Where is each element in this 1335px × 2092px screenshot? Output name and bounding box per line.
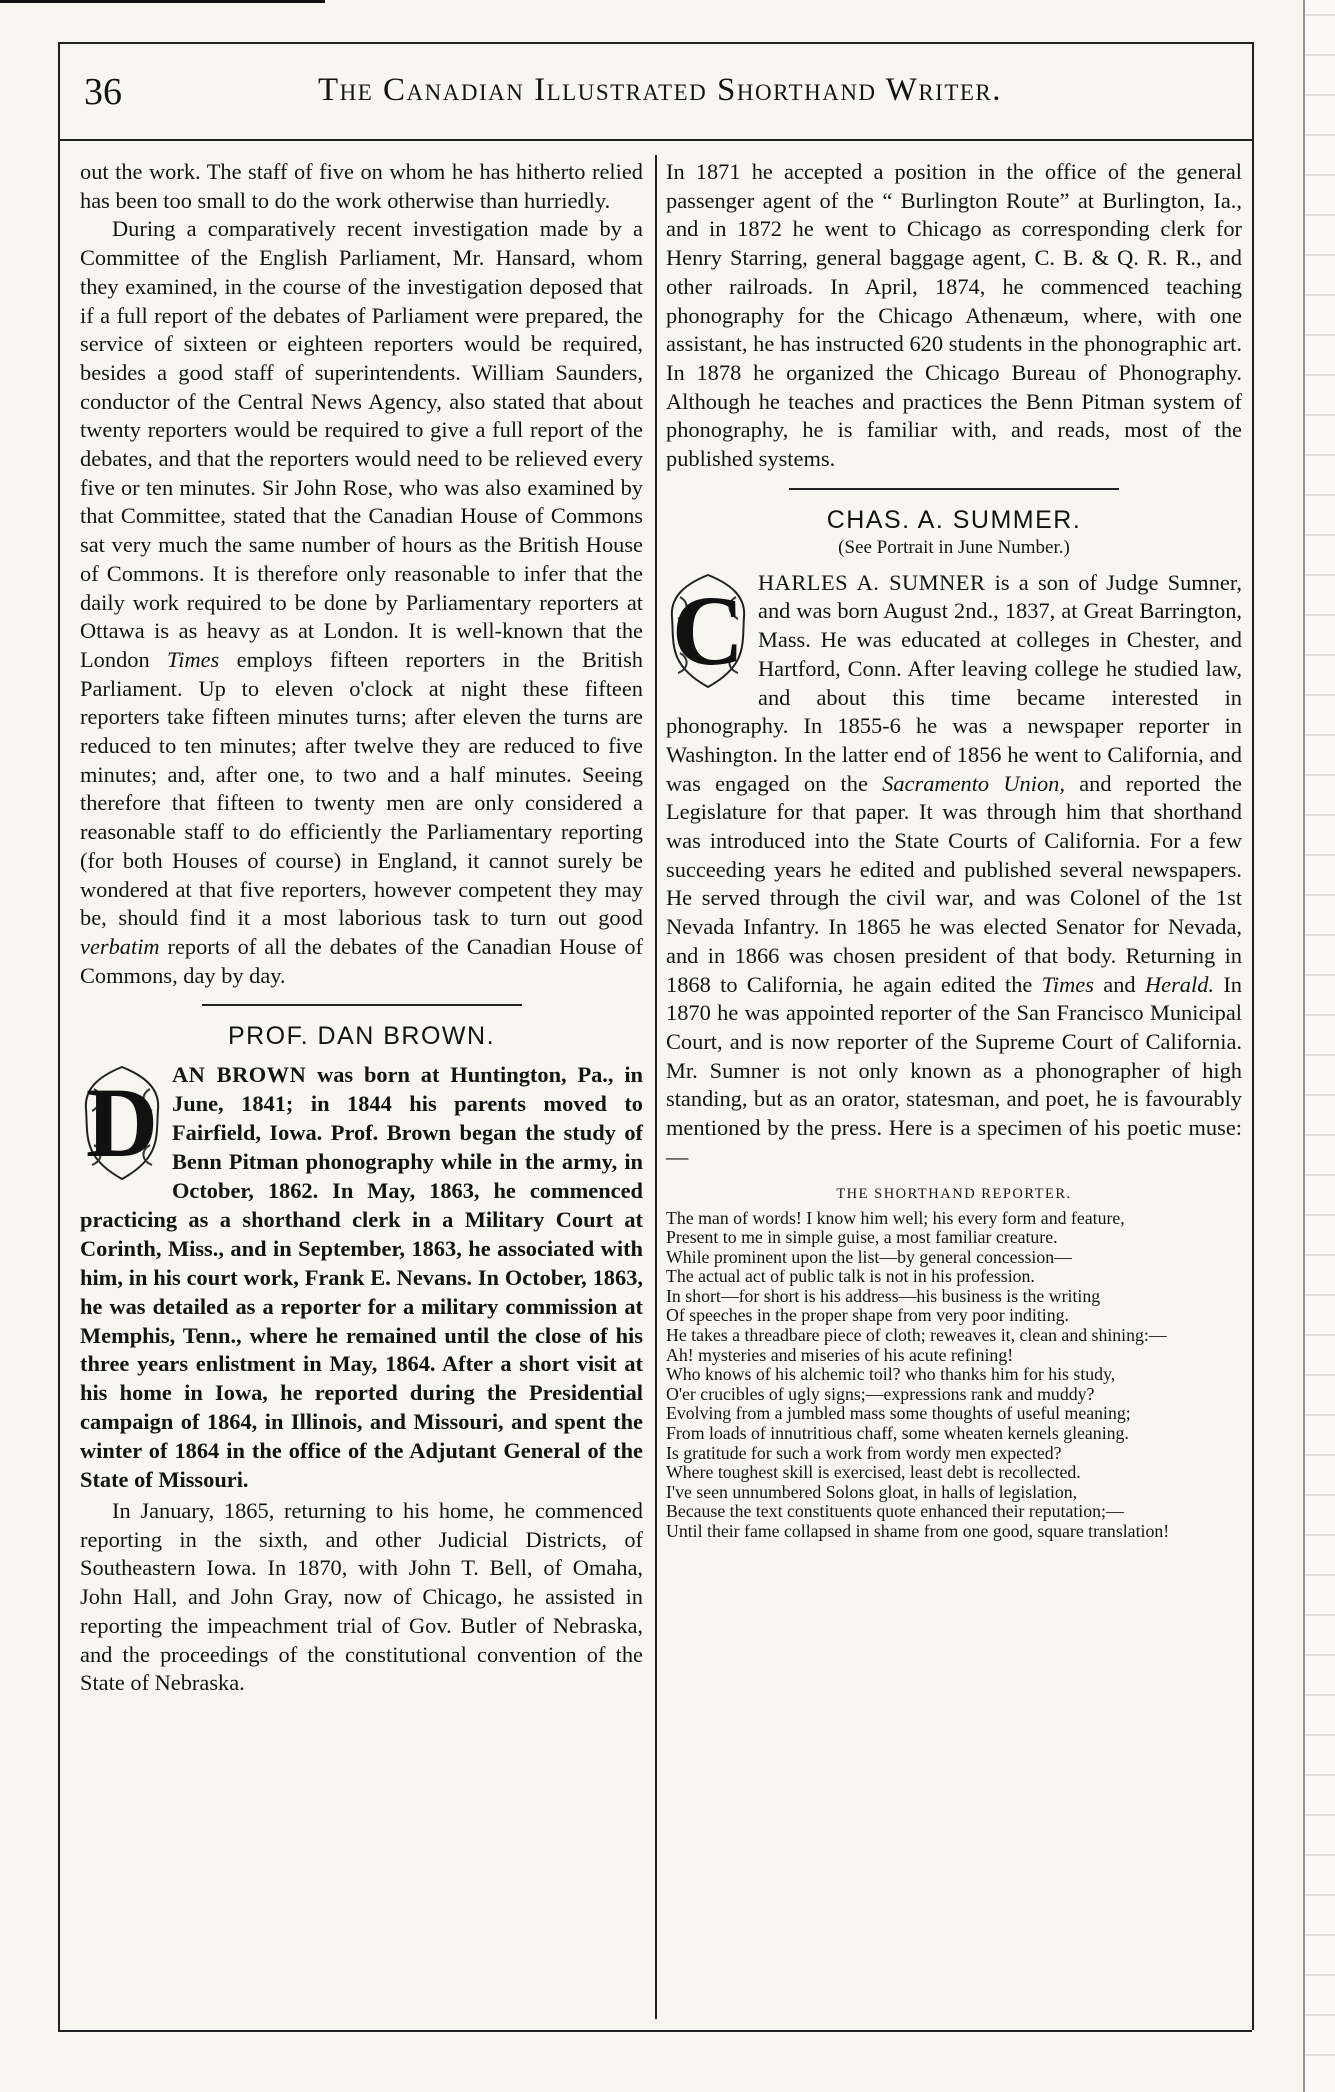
poem-line: Until their fame collapsed in shame from one good, square translation! xyxy=(666,1521,1170,1541)
ornamental-drop-cap-d xyxy=(80,1065,164,1181)
poem-line: Ah! mysteries and miseries of his acute refining! xyxy=(666,1344,1014,1365)
poem xyxy=(666,1209,1242,1542)
poem-line: Is gratitude for such a work from wordy men expected? xyxy=(666,1442,1062,1463)
poem-line: He takes a threadbare piece of cloth; reweaves it, clean and shining:— xyxy=(666,1325,1167,1346)
column-divider xyxy=(655,155,657,2019)
text-run: reports of all the debates of the Canadian House of Commons, day by day. xyxy=(80,933,643,988)
poem-line: Because the text constituents quote enhanced their reputation;— xyxy=(666,1501,1124,1522)
paragraph-continuation: out the work. The staff of five on whom he has hitherto relied has been too small to do the work otherwise than hurriedly. xyxy=(80,159,643,213)
italic-verbatim: verbatim xyxy=(80,933,160,959)
section-separator-rule xyxy=(789,488,1119,490)
text-run: and xyxy=(1093,971,1145,997)
header-top-rule xyxy=(58,42,1252,44)
left-column xyxy=(80,158,643,1698)
poem-line: I've seen unnumbered Solons gloat, in halls of legislation, xyxy=(666,1481,1078,1502)
poem-title: THE SHORTHAND REPORTER. xyxy=(836,1185,1072,1202)
lead-words: HARLES A. SUMNER xyxy=(758,569,986,595)
poem-line: From loads of innutritious chaff, some wheaten kernels gleaning. xyxy=(666,1423,1129,1444)
section-separator-rule xyxy=(202,1004,522,1006)
poem-line: Who knows of his alchemic toil? who thanks him for his study, xyxy=(666,1364,1116,1385)
poem-line: O'er crucibles of ugly signs;—expressions rank and muddy? xyxy=(666,1383,1095,1404)
text-run: and reported the Legislature for that paper. It was through him that shorthand was introduced into the State Courts of California. For a few succeeding years he edited and published several newspapers. He served through the civil war, and was Colonel of the 1st Nevada Infantry. In 1865 he was elected Senator for Nevada, and in 1866 was chosen president of that body. Returning in 1868 to California, he again edited the xyxy=(666,770,1242,997)
drop-cap-letter: C xyxy=(671,574,745,686)
poem-line: While prominent upon the list—by general concession— xyxy=(666,1246,1072,1267)
poem-line: Evolving from a jumbled mass some thoughts of useful meaning; xyxy=(666,1403,1131,1424)
right-column xyxy=(666,158,1242,1542)
text-run: is a son of Judge Sumner, and was born August 2nd., 1837, at Great Barrington, Mass. He was educated at colleges in Chester, and Hartford, Conn. After leaving college he studied law, and about this time became interested in phonography. In 1855-6 he was a newspaper reporter in Washington. In the latter end of 1856 he went to California, and was engaged on the xyxy=(666,569,1242,796)
poem-line: Of speeches in the proper shape from very poor inditing. xyxy=(666,1305,1069,1326)
poem-line: The actual act of public talk is not in his profession. xyxy=(666,1266,1035,1287)
ornamental-drop-cap-c xyxy=(666,573,750,689)
text-run: employs fifteen reporters in the British Parliament. Up to eleven o'clock at night these fifteen reporters take fifteen minutes turns; after eleven the turns are reduced to ten minutes; after twelve they are reduced to five minutes; and, after one, to two and a half minutes. Seeing therefore that fifteen to twenty men are only considered a reasonable staff to do efficiently the Parliamentary reporting (for both Houses of course) in England, it cannot surely be wondered at that five reporters, however competent they may be, should find it a most laborious task to turn out good xyxy=(80,646,643,931)
page-bottom-rule xyxy=(58,2030,1252,2032)
poem-line: In short—for short is his address—his business is the writing xyxy=(666,1285,1101,1306)
section-heading-dan-brown: PROF. DAN BROWN. xyxy=(227,1022,496,1051)
italic-sacramento-union: Sacramento Union, xyxy=(882,770,1065,796)
text-run: During a comparatively recent investigation made by a Committee of the English Parliament, Mr. Hansard, whom they examined, in the course of the investigation deposed that if a full report of the debates of Parliament were prepared, the service of sixteen or eighteen reporters would be required, besides a good staff of superintendents. William Saunders, conductor of the Central News Agency, also stated that about twenty reporters would be required to give a full report of the debates, and that the reporters would need to be relieved every five or ten minutes. Sir John Rose, who was also examined by that Committee, stated that the Canadian House of Commons sat very much the same number of hours as the British House of Commons. It is therefore only reasonable to infer that the daily work required to be done by Parliamentary reporters at Ottawa is as heavy as at London. It is well-known that the London xyxy=(80,216,643,672)
paragraph-sumner-bio xyxy=(666,569,1242,1172)
adjacent-page-edge xyxy=(1303,0,1335,2092)
text-run: In 1870 he was appointed reporter of the San Francisco Municipal Court, and is now reporter of the Supreme Court of California. Mr. Sumner is not only known as a phonographer of high standing, but as an orator, statesman, and poet, he is favourably mentioned by the press. Here is a specimen of his poetic muse:— xyxy=(666,971,1242,1169)
text-run: was born at Huntington, Pa., in June, 1841; in 1844 his parents moved to Fairfield, Iowa. Prof. Brown began the study of Benn Pitman phonography while in the army, in October, 1862. In May, 1863, he commenced practicing as a shorthand clerk in a Military Court at Corinth, Miss., and in September, 1863, he associated with him, in his court work, Frank E. Nevans. In October, 1863, he was detailed as a reporter for a military commission at Memphis, Tenn., where he remained until the close of his three years enlistment in May, 1864. After a short visit at his home in Iowa, he reported during the Presidential campaign of 1864, in Illinois, and Missouri, and spent the winter of 1864 in the office of the Adjutant General of the State of Missouri. xyxy=(80,1062,643,1493)
italic-times: Times xyxy=(167,646,220,672)
italic-herald: Herald. xyxy=(1144,971,1214,997)
page-number: 36 xyxy=(84,71,122,113)
lead-words: AN BROWN xyxy=(172,1062,307,1088)
running-title: The Canadian Illustrated Shorthand Writer. xyxy=(317,72,1003,108)
paragraph-dan-brown-bio xyxy=(80,1061,643,1495)
italic-times: Times xyxy=(1041,971,1094,997)
poem-line: The man of words! I know him well; his every form and feature, xyxy=(666,1207,1125,1228)
poem-line: Where toughest skill is exercised, least debt is recollected. xyxy=(666,1462,1081,1483)
poem-line: Present to me in simple guise, a most familiar creature. xyxy=(666,1227,1058,1248)
header-bottom-rule xyxy=(58,139,1252,141)
portrait-note: (See Portrait in June Number.) xyxy=(838,536,1070,558)
top-edge-rule xyxy=(0,0,325,3)
paragraph-dan-brown-chicago: In 1871 he accepted a position in the office of the general passenger agent of the “ Burlington Route” at Burlington, Ia., and in 1872 he went to Chicago as corresponding clerk for Henry Starring, general baggage agent, C. B. & Q. R. R., and other railroads. In April, 1874, he commenced teaching phonography for the Chicago Athenæum, where, with one assistant, he has instructed 620 students in the phonographic art. In 1878 he organized the Chicago Bureau of Phonography. Although he teaches and practices the Benn Pitman system of phonography, he is familiar with, and reads, most of the published systems. xyxy=(666,159,1242,472)
section-heading-chas-summer: CHAS. A. SUMMER. xyxy=(826,505,1082,534)
paragraph-dan-brown-iowa: In January, 1865, returning to his home, he commenced reporting in the sixth, and other Judicial Districts, of Southeastern Iowa. In 1870, with John T. Bell, of Omaha, John Hall, and John Gray, now of Chicago, he assisted in reporting the impeachment trial of Gov. Butler of Nebraska, and the proceedings of the constitutional convention of the State of Nebraska. xyxy=(80,1497,643,1696)
drop-cap-letter: D xyxy=(85,1067,159,1179)
paragraph-parliament-reporting xyxy=(80,215,643,990)
